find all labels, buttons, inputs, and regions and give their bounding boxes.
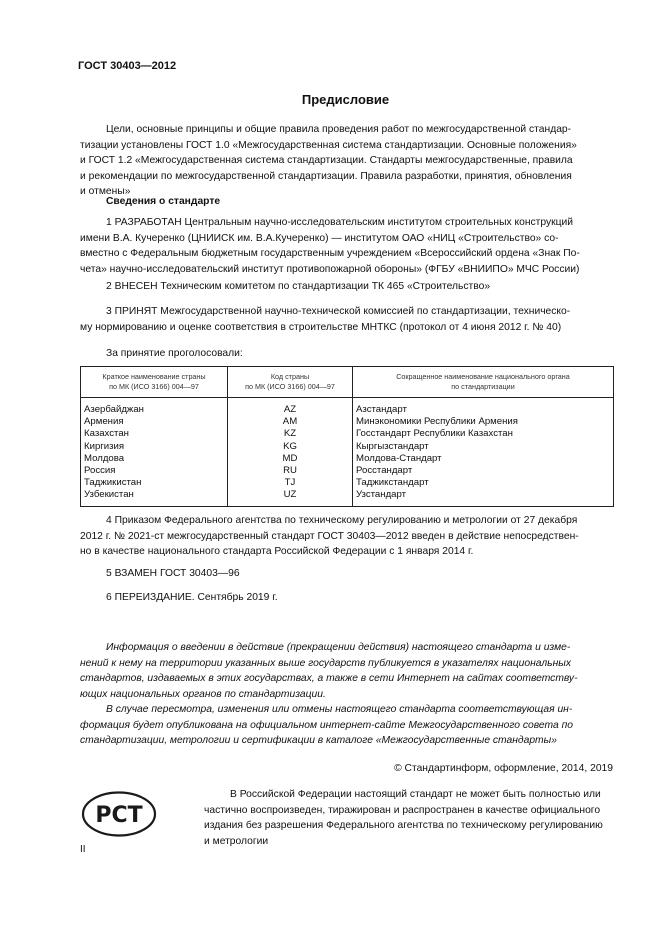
body-cell: Кыргызстандарт: [353, 441, 614, 453]
item-4-order: [80, 513, 614, 560]
header-code: Код страны по МК (ИСО 3166) 004—97: [228, 367, 353, 398]
body-cell: Узстандарт: [353, 489, 614, 506]
country-cell: Азербайджан: [81, 398, 228, 417]
item-6-reissue: [80, 590, 614, 606]
rst-logo-icon: [80, 790, 158, 838]
body-cell: Молдова-Стандарт: [353, 453, 614, 465]
info-line: формация будет опубликована на официальном интернет-сайте Межгосударственного совета по: [80, 719, 573, 731]
table-row: [81, 453, 614, 465]
info-line: нений к нему на территории указанных выше государств публикуется в указателях национальных: [80, 657, 571, 669]
country-cell: Казахстан: [81, 428, 228, 440]
info-paragraph-1: [80, 640, 614, 702]
item-line: 3 ПРИНЯТ Межгосударственной научно-технической комиссией по стандартизации, техническо-: [106, 306, 571, 317]
item-2-introduced: [80, 279, 614, 295]
table-row: [81, 428, 614, 440]
item-line: вместно с Федеральным бюджетным государственным учреждением «Всероссийский ордена «Знак По-: [80, 248, 580, 259]
item-line: 6 ПЕРЕИЗДАНИЕ. Сентябрь 2019 г.: [106, 592, 278, 603]
table-row: [81, 477, 614, 489]
intro-line: и ГОСТ 1.2 «Межгосударственная система стандартизации. Стандарты межгосударственные, правила: [80, 155, 573, 166]
body-cell: Госстандарт Республики Казахстан: [353, 428, 614, 440]
notice-line: частично воспроизведен, тиражирован и распространен в качестве официального: [204, 804, 601, 816]
info-line: стандартизации, метрологии и сертификации в каталоге «Межгосударственные стандарты»: [80, 735, 557, 746]
item-line: 5 ВЗАМЕН ГОСТ 30403—96: [106, 568, 240, 579]
rst-logo-svg: [80, 790, 158, 838]
section-title: Сведения о стандарте: [106, 196, 221, 207]
item-5-replaces: [80, 566, 614, 582]
code-cell: KG: [228, 441, 353, 453]
intro-line: и отмены»: [80, 186, 131, 197]
item-3-adopted: [80, 304, 614, 335]
code-cell: MD: [228, 453, 353, 465]
item-line: 2 ВНЕСЕН Техническим комитетом по стандартизации ТК 465 «Строительство»: [106, 281, 491, 292]
country-cell: Киргизия: [81, 441, 228, 453]
info-line: В случае пересмотра, изменения или отмены настоящего стандарта соответствующая ин-: [106, 704, 573, 715]
country-cell: Молдова: [81, 453, 228, 465]
table-row: [81, 441, 614, 453]
reproduction-notice: [204, 787, 614, 849]
info-line: стандартов, издаваемых в этих государствах, а также в сети Интернет на сайтах соответству-: [80, 673, 578, 684]
country-cell: Россия: [81, 465, 228, 477]
info-line: Информация о введении в действие (прекращении действия) настоящего стандарта и измe-: [106, 642, 571, 653]
notice-line: издания без разрешения Федерального агентства по техническому регулированию: [204, 820, 603, 831]
country-cell: Таджикистан: [81, 477, 228, 489]
item-line: 2012 г. № 2021-ст межгосударственный стандарт ГОСТ 30403—2012 введен в действие непосредствен-: [80, 530, 579, 542]
item-1-developed: [80, 215, 614, 277]
code-cell: KZ: [228, 428, 353, 440]
item-line: му нормированию и оценке соответствия в строительстве МНТКС (протокол от 4 июня 2012 г. № 40): [80, 321, 562, 333]
logo-text: РСТ: [95, 803, 143, 828]
code-cell: UZ: [228, 489, 353, 506]
info-line: ющих национальных органов по стандартизации.: [80, 688, 326, 700]
code-cell: AM: [228, 416, 353, 428]
code-cell: AZ: [228, 398, 353, 417]
item-line: 4 Приказом Федерального агентства по техническому регулированию и метрологии от 27 декабря: [106, 515, 578, 526]
table-header-row: [81, 367, 614, 398]
info-paragraph-2: [80, 702, 614, 749]
notice-line: и метрологии: [204, 835, 269, 847]
body-cell: Минэкономики Республики Армения: [353, 416, 614, 428]
page-title: Предисловие: [301, 92, 390, 107]
copyright: © Стандартинформ, оформление, 2014, 2019: [394, 763, 613, 774]
item-line: но в качестве национального стандарта Российской Федерации с 1 января 2014 г.: [80, 546, 474, 557]
notice-line: В Российской Федерации настоящий стандарт не может быть полностью или: [230, 789, 601, 800]
body-cell: Азстандарт: [353, 398, 614, 417]
header-country: Краткое наименование страны по МК (ИСО 3166) 004—97: [81, 367, 228, 398]
item-line: 1 РАЗРАБОТАН Центральным научно-исследовательским институтом строительных конструкций: [106, 217, 574, 228]
table-row: [81, 398, 614, 417]
item-line: имени В.А. Кучеренко (ЦНИИСК им. В.А.Кучеренко) — институтом ОАО «НИЦ «Строительство» со-: [80, 232, 559, 244]
voting-table: [80, 366, 614, 507]
country-cell: Узбекистан: [81, 489, 228, 506]
table-row: [81, 489, 614, 506]
intro-line: Цели, основные принципы и общие правила проведения работ по межгосударственной стандар-: [106, 124, 572, 135]
body-cell: Росстандарт: [353, 465, 614, 477]
document-code: ГОСТ 30403—2012: [78, 60, 177, 72]
body-cell: Таджикстандарт: [353, 477, 614, 489]
table-row: [81, 465, 614, 477]
vote-label: За принятие проголосовали:: [106, 348, 243, 359]
code-cell: TJ: [228, 477, 353, 489]
country-cell: Армения: [81, 416, 228, 428]
header-body: Сокращенное наименование национального органа по стандартизации: [353, 367, 614, 398]
intro-line: тизации установлены ГОСТ 1.0 «Межгосударственная система стандартизации. Основные положения»: [80, 139, 577, 151]
intro-paragraph: [80, 122, 614, 200]
page-number: II: [80, 844, 86, 855]
intro-line: и рекомендации по межгосударственной стандартизации. Правила разработки, принятия, обновления: [80, 170, 572, 182]
item-line: чета» научно-исследовательский институт противопожарной обороны» (ФГБУ «ВНИИПО» МЧС России): [80, 263, 580, 275]
code-cell: RU: [228, 465, 353, 477]
table-row: [81, 416, 614, 428]
